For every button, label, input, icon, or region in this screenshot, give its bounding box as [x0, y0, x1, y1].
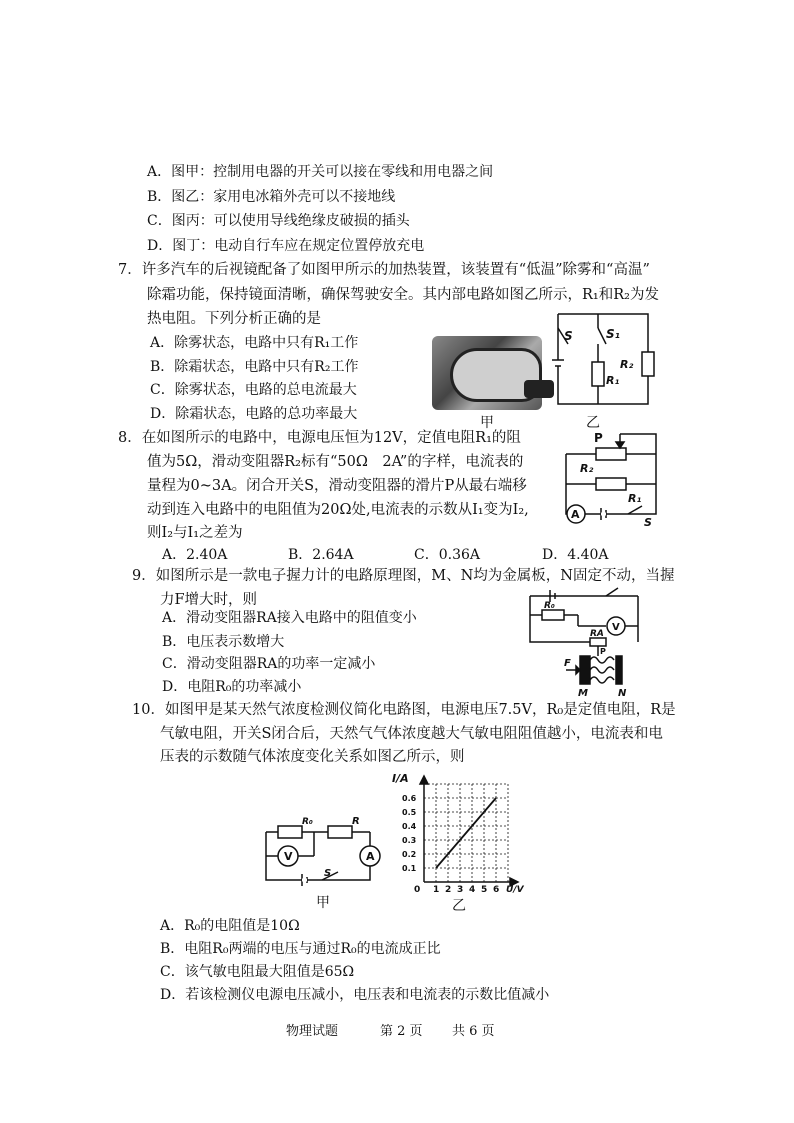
q7-option-a: A．除雾状态，电路中只有R₁工作 [150, 335, 359, 351]
q8-stem-line-2: 值为5Ω，滑动变阻器R₂标有“50Ω 2A”的字样，电流表的 [147, 454, 524, 470]
q6-option-a: A．图甲：控制用电器的开关可以接在零线和用电器之间 [147, 164, 494, 180]
q10-stem-line-1: 10．如图甲是某天然气浓度检测仪简化电路图，电源电压7.5V，R₀是定值电阻，R是 [132, 702, 676, 718]
q9-stem-line-1: 9．如图所示是一款电子握力计的电路原理图，M、N均为金属板，N固定不动，当握 [132, 568, 675, 584]
q7-stem-line-3: 热电阻。下列分析正确的是 [147, 311, 321, 327]
q7-circuit-diagram [548, 310, 658, 410]
q6-option-b: B．图乙：家用电冰箱外壳可以不接地线 [147, 189, 396, 205]
footer-total-pages: 共 6 页 [452, 1024, 495, 1039]
q8-stem-line-1: 8．在如图所示的电路中，电源电压恒为12V，定值电阻R₁的阻 [118, 430, 521, 446]
q8-stem-line-5: 则I₂与I₁之差为 [147, 525, 243, 541]
y-tick-label: 0.1 [402, 864, 417, 873]
x-tick-label: 2 [445, 885, 452, 895]
q8-label-p: P [594, 431, 603, 445]
q8-circuit-diagram [556, 430, 666, 530]
chart-axes [420, 776, 518, 886]
q10-ammeter-label: A [366, 850, 375, 863]
footer-subject: 物理试题 [286, 1024, 339, 1039]
q10-circuit-diagram [258, 814, 388, 894]
y-tick-label: 0.5 [402, 808, 417, 817]
q7-option-c: C．除雾状态，电路的总电流最大 [150, 382, 357, 398]
q10-label-s: S [324, 868, 332, 879]
q9-label-f: F [564, 658, 571, 669]
q10-stem-line-3: 压表的示数随气体浓度变化关系如图乙所示，则 [160, 749, 465, 765]
q10-option-b: B．电阻R₀两端的电压与通过R₀的电流成正比 [160, 941, 441, 957]
q7-stem-line-2: 除霜功能，保持镜面清晰，确保驾驶安全。其内部电路如图乙所示，R₁和R₂为发 [147, 287, 659, 303]
q8-option-d: D．4.40A [542, 547, 609, 563]
y-tick-label: 0.4 [402, 822, 417, 831]
q7-label-r1: R₁ [606, 374, 620, 387]
x-tick-label: 6 [493, 885, 500, 895]
q9-voltmeter-label: V [612, 622, 620, 633]
chart-y-label: I/A [392, 772, 409, 785]
x-tick-label: 1 [433, 885, 440, 895]
y-tick-label: 0.3 [402, 836, 417, 845]
series-line [436, 798, 496, 868]
q7-stem-line-1: 7．许多汽车的后视镜配备了如图甲所示的加热装置，该装置有“低温”除雾和“高温” [118, 262, 650, 278]
chart-series [436, 798, 496, 868]
q10-stem-line-2: 气敏电阻，开关S闭合后，天然气气体浓度越大气敏电阻阻值越小，电流表和电 [160, 726, 663, 742]
q8-label-r2: R₂ [580, 462, 594, 475]
x-tick-label: 3 [457, 885, 464, 895]
q10-option-a: A．R₀的电阻值是10Ω [160, 918, 300, 934]
y-tick-label: 0.2 [402, 850, 417, 859]
q7-label-r2: R₂ [620, 358, 634, 371]
q9-circuit-diagram [520, 586, 644, 698]
chart-origin-label: 0 [414, 885, 421, 895]
q9-stem-line-2: 力F增大时，则 [160, 592, 258, 608]
q9-label-n: N [618, 688, 627, 698]
chart-ticks [402, 794, 499, 895]
q9-label-r0: R₀ [544, 601, 555, 611]
q10-fig-yi-caption: 乙 [452, 898, 466, 914]
q8-option-a: A．2.40A [162, 547, 228, 563]
q8-option-c: C．0.36A [414, 547, 480, 563]
q7-fig-jia-caption: 甲 [480, 415, 494, 431]
chart-x-label: U/V [506, 885, 524, 895]
q6-option-d: D．图丁：电动自行车应在规定位置停放充电 [147, 238, 425, 254]
q9-label-m: M [578, 688, 588, 698]
q8-option-b: B．2.64A [288, 547, 354, 563]
q7-fig-yi-caption: 乙 [586, 415, 600, 431]
q10-label-r0: R₀ [302, 817, 313, 827]
q8-ammeter-label: A [571, 508, 580, 521]
q10-option-d: D．若该检测仪电源电压减小，电压表和电流表的示数比值减小 [160, 987, 550, 1003]
x-tick-label: 5 [481, 885, 488, 895]
q7-option-d: D．除霜状态，电路的总功率最大 [150, 406, 358, 422]
q8-label-s: S [644, 516, 652, 529]
q9-label-p: P [600, 647, 606, 656]
q8-label-r1: R₁ [628, 492, 642, 505]
q7-option-b: B．除霜状态，电路中只有R₂工作 [150, 359, 359, 375]
q10-label-r: R [352, 816, 360, 827]
q9-option-d: D．电阻R₀的功率减小 [162, 679, 302, 695]
q7-label-s: S [564, 329, 573, 343]
q10-fig-jia-caption: 甲 [316, 895, 330, 911]
q10-voltmeter-label: V [284, 850, 293, 863]
q9-option-c: C．滑动变阻器RA的功率一定减小 [162, 656, 376, 672]
q9-option-a: A．滑动变阻器RA接入电路中的阻值变小 [162, 610, 417, 626]
q7-label-s1: S₁ [606, 327, 620, 341]
q8-stem-line-4: 动到连入电路中的电阻值为20Ω处,电流表的示数从I₁变为I₂, [147, 502, 529, 518]
q10-iu-chart [388, 770, 528, 896]
footer-page-number: 第 2 页 [380, 1024, 423, 1039]
q9-label-ra: RA [590, 629, 604, 639]
y-tick-label: 0.6 [402, 794, 417, 803]
q10-option-c: C．该气敏电阻最大阻值是65Ω [160, 964, 355, 980]
q8-stem-line-3: 量程为0~3A。闭合开关S，滑动变阻器的滑片P从最右端移 [147, 478, 527, 494]
q9-option-b: B．电压表示数增大 [162, 634, 285, 650]
x-tick-label: 4 [469, 885, 476, 895]
mirror-photo [432, 336, 542, 410]
q6-option-c: C．图丙：可以使用导线绝缘皮破损的插头 [147, 213, 410, 229]
